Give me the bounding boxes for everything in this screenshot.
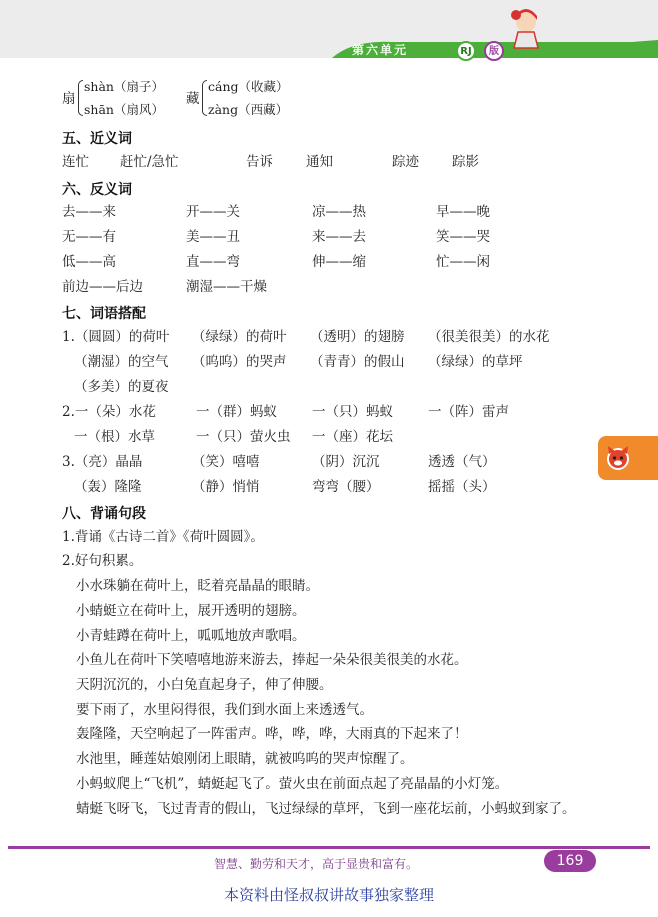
checker-pattern xyxy=(624,42,632,50)
polyphone-reading: shān（扇风） xyxy=(84,102,164,117)
antonym-pair: 忙——闲 xyxy=(436,254,490,270)
page-number: 169 xyxy=(544,850,596,872)
checker-pattern xyxy=(568,50,576,58)
reduplication-item: （静）悄悄 xyxy=(192,479,260,495)
synonym-item: 连忙 xyxy=(62,154,89,170)
recite-item: 1.背诵《古诗二首》《荷叶圆圆》。 xyxy=(62,529,264,545)
section-heading: 五、近义词 xyxy=(62,131,132,147)
collocation-item: （青青）的假山 xyxy=(310,354,405,370)
good-sentence: 小青蛙蹲在荷叶上，呱呱地放声歌唱。 xyxy=(76,628,306,644)
polyphone-bracket xyxy=(202,80,207,116)
reduplication-item: （阴）沉沉 xyxy=(312,454,380,470)
polyphone-reading: cáng（收藏） xyxy=(208,79,289,94)
reduplication-item: 透透（气） xyxy=(428,454,496,470)
rj-badge: RJ xyxy=(456,41,476,61)
antonym-pair: 潮湿——干燥 xyxy=(186,279,267,295)
antonym-pair: 美——丑 xyxy=(186,229,240,245)
polyphone-bracket xyxy=(78,80,83,116)
collocation-item: 1.（圆圆）的荷叶 xyxy=(62,329,170,345)
measure-word-item: 一（根）水草 xyxy=(74,429,155,445)
good-sentence: 水池里，睡莲姑娘刚闭上眼睛，就被呜呜的哭声惊醒了。 xyxy=(76,751,414,767)
synonym-item: 告诉 xyxy=(246,154,273,170)
antonym-pair: 笑——哭 xyxy=(436,229,490,245)
collocation-item: （很美很美）的水花 xyxy=(428,329,550,345)
antonym-pair: 直——弯 xyxy=(186,254,240,270)
antonym-pair: 无——有 xyxy=(62,229,116,245)
collocation-item: （透明）的翅膀 xyxy=(310,329,405,345)
section-heading: 六、反义词 xyxy=(62,182,132,198)
reduplication-item: 3.（亮）晶晶 xyxy=(62,454,143,470)
collocation-item: （多美）的夏夜 xyxy=(74,379,169,395)
measure-word-item: 一（群）蚂蚁 xyxy=(196,404,277,420)
antonym-pair: 前边——后边 xyxy=(62,279,143,295)
synonym-item: 赶忙/急忙 xyxy=(120,154,179,170)
measure-word-item: 一（座）花坛 xyxy=(312,429,393,445)
footer-rule xyxy=(8,846,650,849)
checker-pattern xyxy=(560,42,568,50)
polyphone-char-shan: 扇 xyxy=(62,91,76,107)
checker-pattern xyxy=(608,42,616,50)
antonym-pair: 早——晚 xyxy=(436,204,490,220)
measure-word-item: 2.一（朵）水花 xyxy=(62,404,156,420)
section-heading: 八、背诵句段 xyxy=(62,506,146,522)
reduplication-item: （笑）嘻嘻 xyxy=(192,454,260,470)
reduplication-item: 弯弯（腰） xyxy=(312,479,380,495)
credit-line: 本资料由怪叔叔讲故事独家整理 xyxy=(223,886,434,904)
antonym-pair: 来——去 xyxy=(312,229,366,245)
edition-badge: 版 xyxy=(484,41,504,61)
antonym-pair: 伸——缩 xyxy=(312,254,366,270)
synonym-item: 踪影 xyxy=(452,154,479,170)
checker-pattern xyxy=(640,42,648,50)
good-sentence: 小蚂蚁爬上“飞机”，蜻蜓起飞了。萤火虫在前面点起了亮晶晶的小灯笼。 xyxy=(76,776,509,792)
good-sentence: 天阴沉沉的，小白兔直起身子，伸了伸腰。 xyxy=(76,677,333,693)
checker-pattern xyxy=(576,42,584,50)
good-sentence: 蜻蜓飞呀飞，飞过青青的假山，飞过绿绿的草坪，飞到一座花坛前，小蚂蚁到家了。 xyxy=(76,801,576,817)
good-sentence: 轰隆隆，天空响起了一阵雷声。哗，哗，哗，大雨真的下起来了！ xyxy=(76,726,468,742)
polyphone-reading: shàn（扇子） xyxy=(84,79,164,94)
antonym-pair: 开——关 xyxy=(186,204,240,220)
recite-item: 2.好句积累。 xyxy=(62,553,143,569)
polyphone-char-cang: 藏 xyxy=(186,91,200,107)
collocation-item: （呜呜）的哭声 xyxy=(192,354,287,370)
collocation-item: （绿绿）的荷叶 xyxy=(192,329,287,345)
mascot-girl-icon xyxy=(506,8,542,50)
collocation-item: （绿绿）的草坪 xyxy=(428,354,523,370)
measure-word-item: 一（只）萤火虫 xyxy=(196,429,291,445)
good-sentence: 小鱼儿在荷叶下笑嘻嘻地游来游去，捧起一朵朵很美很美的水花。 xyxy=(76,652,468,668)
measure-word-item: 一（只）蚂蚁 xyxy=(312,404,393,420)
polyphone-reading: zàng（西藏） xyxy=(208,102,289,117)
reduplication-item: 摇摇（头） xyxy=(428,479,496,495)
footer-motto: 智慧、勤劳和天才，高于显贵和富有。 xyxy=(214,857,419,871)
antonym-pair: 去——来 xyxy=(62,204,116,220)
synonym-item: 踪迹 xyxy=(392,154,419,170)
checker-pattern xyxy=(600,50,608,58)
synonym-item: 通知 xyxy=(306,154,333,170)
reduplication-item: （轰）隆隆 xyxy=(74,479,142,495)
good-sentence: 小水珠躺在荷叶上，眨着亮晶晶的眼睛。 xyxy=(76,578,319,594)
antonym-pair: 低——高 xyxy=(62,254,116,270)
section-heading: 七、词语搭配 xyxy=(62,306,146,322)
checker-pattern xyxy=(592,42,600,50)
unit-title: 第六单元 xyxy=(352,43,409,57)
good-sentence: 要下雨了，水里闷得很，我们到水面上来透透气。 xyxy=(76,702,373,718)
collocation-item: （潮湿）的空气 xyxy=(74,354,169,370)
checker-pattern xyxy=(632,50,640,58)
antonym-pair: 凉——热 xyxy=(312,204,366,220)
fox-mascot-icon xyxy=(604,444,632,472)
good-sentence: 小蜻蜓立在荷叶上，展开透明的翅膀。 xyxy=(76,603,306,619)
measure-word-item: 一（阵）雷声 xyxy=(428,404,509,420)
